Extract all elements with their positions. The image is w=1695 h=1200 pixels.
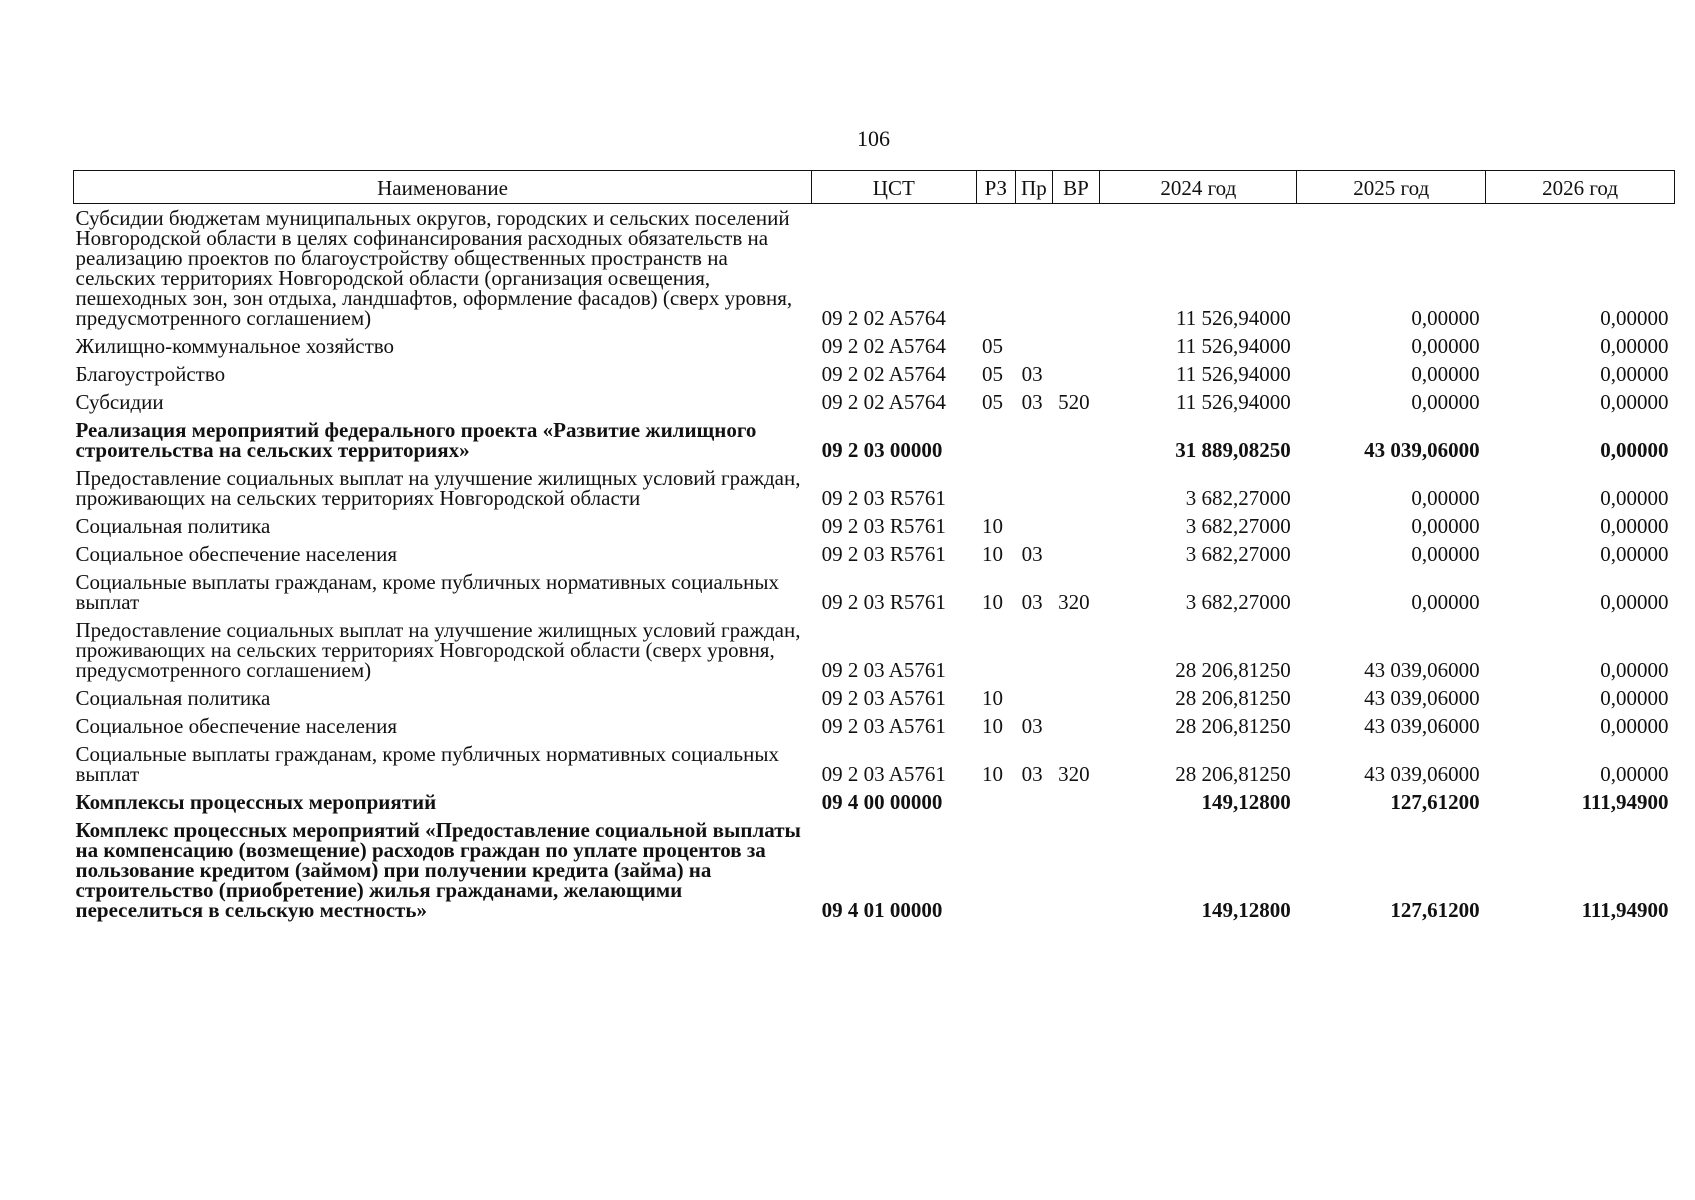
- row-2024-cell: 11 526,94000: [1176, 362, 1291, 386]
- table-row: [74, 740, 1675, 788]
- row-vr-cell: 320: [1058, 590, 1090, 614]
- row-2025-cell: 0,00000: [1411, 486, 1480, 510]
- row-vr-cell: [1052, 464, 1100, 512]
- row-2024-cell: 28 206,81250: [1175, 686, 1291, 710]
- row-cst-cell: 09 2 03 R5761: [821, 590, 946, 614]
- header-2026: 2026 год: [1486, 171, 1675, 204]
- table-row: [74, 360, 1675, 388]
- row-2024-cell: 3 682,27000: [1185, 514, 1291, 538]
- row-2025-cell: 43 039,06000: [1364, 658, 1480, 682]
- row-2026-cell: 0,00000: [1600, 334, 1669, 358]
- row-pr-cell: [1016, 512, 1053, 540]
- row-2024-cell: 28 206,81250: [1175, 658, 1291, 682]
- row-2025-cell: 43 039,06000: [1364, 714, 1480, 738]
- row-cst-cell: 09 4 01 00000: [821, 898, 943, 922]
- row-2026-cell: 0,00000: [1600, 390, 1669, 414]
- table-row: [74, 388, 1675, 416]
- row-pr-cell: 03: [1021, 542, 1043, 566]
- row-name-cell: Социальное обеспечение населения: [75, 542, 398, 566]
- row-rz-cell: 10: [982, 590, 1004, 614]
- row-2026-cell: 0,00000: [1600, 542, 1669, 566]
- row-vr-cell: [1052, 788, 1100, 816]
- row-rz-cell: 05: [982, 390, 1004, 414]
- row-name-cell: Субсидии бюджетам муниципальных округов, городских и сельских поселений Новгородской области в целях софинансирования расходных обязательств на реализацию проектов по благоустройству общественных пространств на сельских территориях Новгородской области (организация освещения, пешеходных зон, зон отдыха, ландшафтов, оформление фасадов) (сверх уровня, предусмотренного соглашением): [75, 206, 793, 330]
- row-rz-cell: 10: [982, 686, 1004, 710]
- row-2026-cell: 0,00000: [1600, 714, 1669, 738]
- row-vr-cell: 520: [1058, 390, 1090, 414]
- row-2026-cell: 111,94900: [1581, 790, 1669, 814]
- row-name-cell: Социальные выплаты гражданам, кроме публичных нормативных социальных выплат: [75, 570, 779, 614]
- row-2024-cell: 11 526,94000: [1176, 390, 1291, 414]
- row-2025-cell: 127,61200: [1390, 898, 1480, 922]
- budget-table: [73, 170, 1675, 924]
- table-row: [74, 684, 1675, 712]
- row-cst-cell: 09 2 02 A5764: [821, 334, 946, 358]
- row-2026-cell: 0,00000: [1600, 514, 1669, 538]
- row-2026-cell: 0,00000: [1600, 438, 1669, 462]
- row-name-cell: Реализация мероприятий федерального проекта «Развитие жилищного строительства на сельских территориях»: [75, 418, 757, 462]
- row-cst-cell: 09 4 00 00000: [821, 790, 943, 814]
- row-pr-cell: [1016, 416, 1053, 464]
- row-pr-cell: 03: [1021, 714, 1043, 738]
- row-vr-cell: [1052, 360, 1100, 388]
- row-name-cell: Благоустройство: [75, 362, 226, 386]
- row-pr-cell: [1016, 816, 1053, 924]
- row-2025-cell: 43 039,06000: [1364, 686, 1480, 710]
- table-row: [74, 540, 1675, 568]
- row-rz-cell: [976, 204, 1016, 333]
- row-vr-cell: [1052, 332, 1100, 360]
- row-name-cell: Социальная политика: [75, 686, 271, 710]
- header-2024: 2024 год: [1100, 171, 1297, 204]
- row-pr-cell: 03: [1021, 362, 1043, 386]
- row-2024-cell: 31 889,08250: [1175, 438, 1291, 462]
- row-2025-cell: 0,00000: [1411, 514, 1480, 538]
- row-cst-cell: 09 2 03 A5761: [821, 686, 946, 710]
- row-pr-cell: 03: [1021, 390, 1043, 414]
- row-2025-cell: 0,00000: [1411, 590, 1480, 614]
- row-cst-cell: 09 2 03 R5761: [821, 514, 946, 538]
- row-2024-cell: 3 682,27000: [1185, 486, 1291, 510]
- row-rz-cell: [976, 788, 1016, 816]
- row-2026-cell: 111,94900: [1581, 898, 1669, 922]
- table-row: [74, 464, 1675, 512]
- row-pr-cell: [1016, 332, 1053, 360]
- row-2025-cell: 43 039,06000: [1364, 762, 1480, 786]
- row-rz-cell: 05: [982, 334, 1004, 358]
- row-pr-cell: [1016, 464, 1053, 512]
- row-2025-cell: 43 039,06000: [1364, 438, 1480, 462]
- row-vr-cell: [1052, 712, 1100, 740]
- row-pr-cell: [1016, 204, 1053, 333]
- row-name-cell: Предоставление социальных выплат на улучшение жилищных условий граждан, проживающих на сельских территориях Новгородской области: [75, 466, 801, 510]
- row-2024-cell: 149,12800: [1201, 898, 1291, 922]
- row-cst-cell: 09 2 03 A5761: [821, 714, 946, 738]
- row-2026-cell: 0,00000: [1600, 686, 1669, 710]
- row-pr-cell: 03: [1021, 590, 1043, 614]
- row-vr-cell: [1052, 616, 1100, 684]
- row-vr-cell: [1052, 512, 1100, 540]
- row-cst-cell: 09 2 03 A5761: [821, 762, 946, 786]
- row-rz-cell: 10: [982, 714, 1004, 738]
- row-2026-cell: 0,00000: [1600, 362, 1669, 386]
- row-name-cell: Жилищно-коммунальное хозяйство: [75, 334, 395, 358]
- row-2025-cell: 0,00000: [1411, 362, 1480, 386]
- table-row: [74, 332, 1675, 360]
- row-cst-cell: 09 2 03 R5761: [821, 542, 946, 566]
- row-name-cell: Субсидии: [75, 390, 164, 414]
- row-2026-cell: 0,00000: [1600, 762, 1669, 786]
- table-body: [74, 204, 1675, 925]
- row-name-cell: Социальные выплаты гражданам, кроме публичных нормативных социальных выплат: [75, 742, 779, 786]
- row-2024-cell: 28 206,81250: [1175, 714, 1291, 738]
- row-2024-cell: 11 526,94000: [1176, 306, 1291, 330]
- header-rz: РЗ: [976, 171, 1016, 204]
- row-cst-cell: 09 2 02 A5764: [821, 362, 946, 386]
- row-name-cell: Предоставление социальных выплат на улучшение жилищных условий граждан, проживающих на сельских территориях Новгородской области (сверх уровня, предусмотренного соглашением): [75, 618, 801, 682]
- row-cst-cell: 09 2 02 A5764: [821, 390, 946, 414]
- row-vr-cell: [1052, 416, 1100, 464]
- row-2026-cell: 0,00000: [1600, 590, 1669, 614]
- table-row: [74, 416, 1675, 464]
- row-pr-cell: 03: [1021, 762, 1043, 786]
- row-rz-cell: [976, 616, 1016, 684]
- row-pr-cell: [1016, 684, 1053, 712]
- row-name-cell: Комплексы процессных мероприятий: [75, 790, 437, 814]
- row-vr-cell: [1052, 204, 1100, 333]
- row-2024-cell: 11 526,94000: [1176, 334, 1291, 358]
- header-pr: Пр: [1016, 171, 1053, 204]
- page-number: 106: [857, 126, 890, 151]
- row-rz-cell: 10: [982, 542, 1004, 566]
- row-2024-cell: 28 206,81250: [1175, 762, 1291, 786]
- table-row: [74, 512, 1675, 540]
- row-rz-cell: [976, 816, 1016, 924]
- row-cst-cell: 09 2 03 A5761: [821, 658, 946, 682]
- row-rz-cell: 10: [982, 762, 1004, 786]
- table-row: [74, 712, 1675, 740]
- table-row: [74, 568, 1675, 616]
- row-vr-cell: [1052, 816, 1100, 924]
- row-pr-cell: [1016, 616, 1053, 684]
- row-2025-cell: 0,00000: [1411, 306, 1480, 330]
- row-2026-cell: 0,00000: [1600, 486, 1669, 510]
- row-vr-cell: [1052, 684, 1100, 712]
- row-name-cell: Комплекс процессных мероприятий «Предоставление социальной выплаты на компенсацию (возмещение) расходов граждан по уплате процентов за пользование кредитом (займом) при получении кредита (займа) на строительство (приобретение) жилья гражданами, желающими переселиться в сельскую местность»: [75, 818, 801, 922]
- row-rz-cell: [976, 416, 1016, 464]
- table-header-row: [74, 171, 1675, 204]
- row-vr-cell: [1052, 540, 1100, 568]
- row-2025-cell: 0,00000: [1411, 542, 1480, 566]
- row-2025-cell: 0,00000: [1411, 334, 1480, 358]
- row-rz-cell: 10: [982, 514, 1004, 538]
- header-2025: 2025 год: [1297, 171, 1486, 204]
- table-row: [74, 616, 1675, 684]
- row-cst-cell: 09 2 03 00000: [821, 438, 943, 462]
- row-2026-cell: 0,00000: [1600, 306, 1669, 330]
- header-cst: ЦСТ: [812, 171, 976, 204]
- table-row: [74, 204, 1675, 333]
- row-2024-cell: 3 682,27000: [1185, 590, 1291, 614]
- row-name-cell: Социальная политика: [75, 514, 271, 538]
- table-row: [74, 816, 1675, 924]
- row-vr-cell: 320: [1058, 762, 1090, 786]
- header-vr: ВР: [1052, 171, 1100, 204]
- row-rz-cell: [976, 464, 1016, 512]
- row-2026-cell: 0,00000: [1600, 658, 1669, 682]
- row-cst-cell: 09 2 02 A5764: [821, 306, 946, 330]
- row-2025-cell: 127,61200: [1390, 790, 1480, 814]
- row-2025-cell: 0,00000: [1411, 390, 1480, 414]
- row-2024-cell: 149,12800: [1201, 790, 1291, 814]
- row-pr-cell: [1016, 788, 1053, 816]
- row-name-cell: Социальное обеспечение населения: [75, 714, 398, 738]
- row-cst-cell: 09 2 03 R5761: [821, 486, 946, 510]
- row-rz-cell: 05: [982, 362, 1004, 386]
- header-name: Наименование: [74, 171, 812, 204]
- row-2024-cell: 3 682,27000: [1185, 542, 1291, 566]
- table-row: [74, 788, 1675, 816]
